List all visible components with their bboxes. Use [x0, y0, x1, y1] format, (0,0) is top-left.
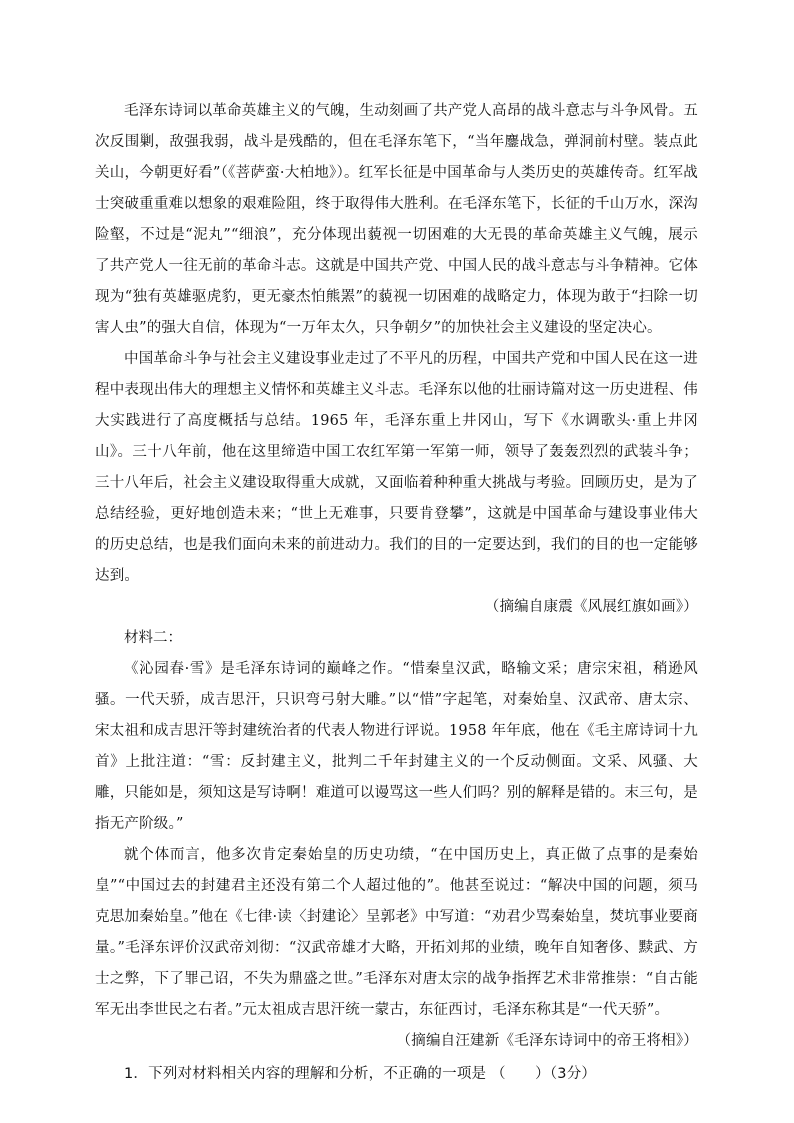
material2-source: （摘编自汪建新《毛泽东诗词中的帝王将相》） [396, 1033, 698, 1049]
material1-source: （摘编自康震《风展红旗如画》） [484, 599, 698, 615]
material2-paragraph-1: 《沁园春·雪》是毛泽东诗词的巅峰之作。“惜秦皇汉武，略输文采；唐宗宋祖，稍逊风骚。一代天骄，成吉思汗，只识弯弓射大雕。”以“惜”字起笔，对秦始皇、汉武帝、唐太宗、宋太祖和成吉思汗等封建统治者的代表人物进行评说。1958 年年底，他在《毛主席诗词十九首》上批注道：“雪：反封建主义，批判二千年封建主义的一个反动侧面。文采、风骚、大雕，只能如是，须知这是写诗啊！难道可以谩骂这一些人们吗？别的解释是错的。末三句，是指无产阶级。” [95, 661, 698, 832]
material1-paragraph-1: 毛泽东诗词以革命英雄主义的气魄，生动刻画了共产党人高昂的战斗意志与斗争风骨。五次反围剿，敌强我弱，战斗是残酷的，但在毛泽东笔下，“当年鏖战急，弹洞前村壁。装点此关山，今朝更好看”（《菩萨蛮·大柏地》）。红军长征是中国革命与人类历史的英雄传奇。红军战士突破重重难以想象的艰难险阻，终于取得伟大胜利。在毛泽东笔下，长征的千山万水，深沟险壑，不过是“泥丸”“细浪”，充分体现出藐视一切困难的大无畏的革命英雄主义气魄，展示了共产党人一往无前的革命斗志。这就是中国共产党、中国人民的战斗意志与斗争精神。它体现为“独有英雄驱虎豹，更无豪杰怕熊罴”的藐视一切困难的战略定力，体现为敢于“扫除一切害人虫”的强大自信，体现为“一万年太久，只争朝夕”的加快社会主义建设的坚定决心。 [95, 103, 698, 336]
material1-paragraph-2: 中国革命斗争与社会主义建设事业走过了不平凡的历程，中国共产党和中国人民在这一进程中表现出伟大的理想主义情怀和英雄主义斗志。毛泽东以他的壮丽诗篇对这一历史进程、伟大实践进行了高度概括与总结。1965 年，毛泽东重上井冈山，写下《水调歌头·重上井冈山》。三十八年前，他在这里缔造中国工农红军第一军第一师，领导了轰轰烈烈的武装斗争；三十八年后，社会主义建设取得重大成就，又面临着种种重大挑战与考验。回顾历史，是为了总结经验，更好地创造未来；“世上无难事，只要肯登攀”，这就是中国革命与建设事业伟大的历史总结，也是我们面向未来的前进动力。我们的目的一定要达到，我们的目的也一定能够达到。 [95, 351, 698, 584]
question-1: 1．下列对材料相关内容的理解和分析，不正确的一项是 （ ）（3分） [124, 1066, 597, 1082]
material2-heading: 材料二： [124, 630, 182, 646]
material2-paragraph-2: 就个体而言，他多次肯定秦始皇的历史功绩，“在中国历史上，真正做了点事的是秦始皇”“中国过去的封建君主还没有第二个人超过他的”。他甚至说过：“解决中国的问题，须马克思加秦始皇。”他在《七律·读〈封建论〉呈郭老》中写道：“劝君少骂秦始皇，焚坑事业要商量。”毛泽东评价汉武帝刘彻：“汉武帝雄才大略，开拓刘邦的业绩，晚年自知奢侈、黩武、方士之弊，下了罪己诏，不失为鼎盛之世。”毛泽东对唐太宗的战争指挥艺术非常推崇：“自古能军无出李世民之右者。”元太祖成吉思汗统一蒙古，东征西讨，毛泽东称其是“一代天骄”。 [95, 847, 698, 1018]
document-body [95, 96, 698, 1090]
